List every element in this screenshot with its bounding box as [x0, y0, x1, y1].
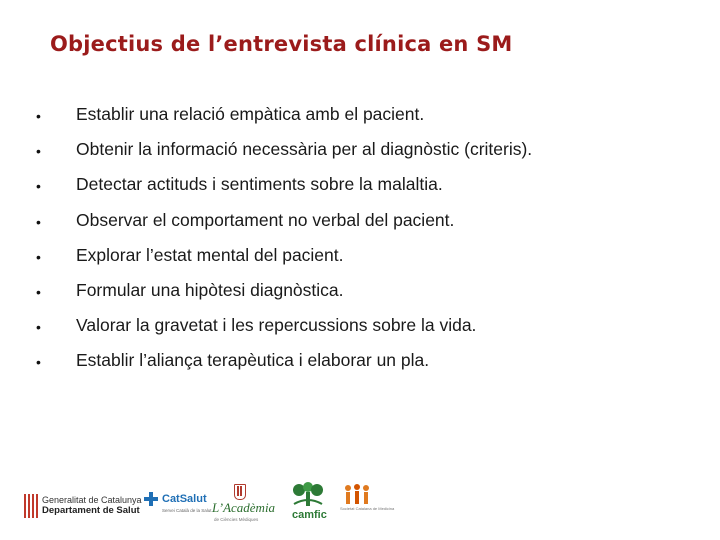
crest-icon [234, 484, 246, 500]
bullet-icon: • [36, 213, 41, 230]
academia-subtitle: de Ciències Mèdiques [214, 517, 259, 522]
bullet-text: Establir una relació empàtica amb el pacient. [76, 104, 425, 124]
footer-logos [0, 478, 720, 528]
bullet-text: Detectar actituds i sentiments sobre la malaltia. [76, 174, 443, 195]
catsalut-subtitle: Servei Català de la Salut [162, 508, 212, 513]
tree-icon [290, 482, 326, 508]
catsalut-name: CatSalut [162, 493, 207, 505]
academia-name: L’Acadèmia [212, 500, 276, 515]
society-subtitle: Societat Catalana de Medicina [340, 506, 395, 511]
bullet-icon: • [36, 248, 41, 265]
slide-title: Objectius de l’entrevista clínica en SM [50, 32, 513, 56]
figures-icon [340, 484, 374, 506]
bullet-icon: • [36, 354, 41, 371]
cross-icon [144, 492, 158, 506]
generalitat-flag-icon [24, 494, 38, 518]
bullet-text: Explorar l’estat mental del pacient. [76, 244, 344, 265]
bullet-text: Valorar la gravetat i les repercussions sobre la vida. [76, 315, 477, 336]
camfic-name: camfic [292, 509, 327, 521]
bullet-icon: • [36, 319, 41, 336]
bullet-icon: • [36, 178, 41, 195]
bullet-icon: • [36, 143, 41, 160]
bullet-icon: • [36, 108, 41, 124]
bullet-text: Observar el comportament no verbal del pacient. [76, 209, 455, 230]
department-name: Departament de Salut [42, 505, 140, 516]
bullet-text: Formular una hipòtesi diagnòstica. [76, 279, 344, 300]
bullet-icon: • [36, 283, 41, 300]
bullet-text: Obtenir la informació necessària per al diagnòstic (criteris). [76, 139, 533, 160]
bullet-text: Establir l’aliança terapèutica i elaborar un pla. [76, 350, 430, 371]
generalitat-name: Generalitat de Catalunya [42, 495, 142, 505]
